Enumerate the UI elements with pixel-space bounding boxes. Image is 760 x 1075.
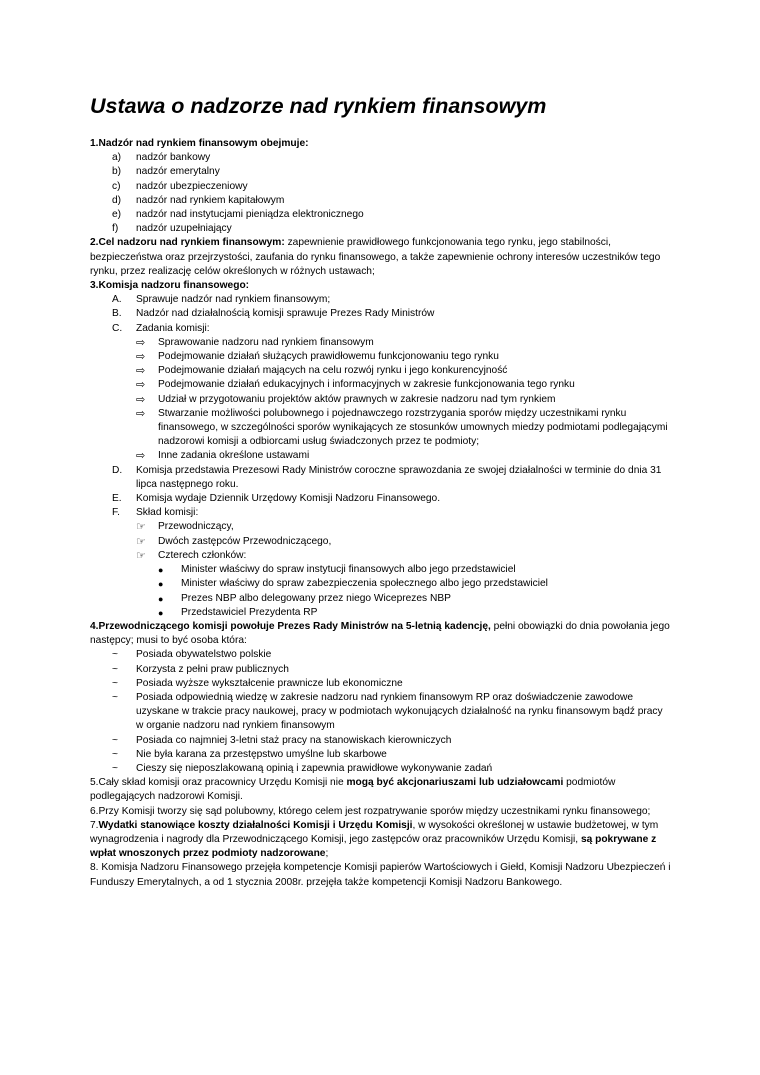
task-item: ⇨ Stwarzanie możliwości polubownego i pojednawczego rozstrzygania sporów między uczestnikami rynku finansowego, w szczególności sporów wynikających ze stosunków umownych miedzy podmiotami podlegającymi nadzorowi komisji a odbiorcami usług świadczonych przez te podmioty; [90,407,672,450]
composition-item: ☞ Przewodniczący, [136,521,234,534]
member-item: ● Minister właściwy do spraw zabezpieczenia społecznego albo jego przedstawiciel [90,577,672,591]
member-item: ● Przedstawiciel Prezydenta RP [90,606,672,620]
tilde-icon: ~ [112,762,118,774]
section-4-paragraph: 4.Przewodniczącego komisji powołuje Prezes Rady Ministrów na 5-letnią kadencję, pełni obowiązki do dnia powołania jego następcy; musi to być osoba która: [90,620,670,647]
list-item: f) nadzór uzupełniający [112,223,232,235]
list-item: B. Nadzór nad działalnością komisji sprawuje Prezes Rady Ministrów [112,308,435,320]
tilde-icon: ~ [112,748,118,760]
arrow-right-icon: ⇨ [136,450,146,463]
composition-item: ☞ Czterech członków: [136,549,247,562]
arrow-right-icon: ⇨ [136,365,146,378]
bullet-icon: ● [158,593,164,604]
task-item: ⇨ Inne zadania określone ustawami [136,450,310,463]
requirement-item: ~ Posiada obywatelstwo polskie [90,648,672,662]
arrow-right-icon: ⇨ [136,393,146,406]
arrow-right-icon: ⇨ [136,351,146,364]
list-item: d) nadzór nad rynkiem kapitałowym [112,194,285,206]
list-item: C. Zadania komisji: [112,322,210,334]
requirement-item: ~ Korzysta z pełni praw publicznych [90,663,672,677]
section-3-heading: 3.Komisja nadzoru finansowego: [90,280,250,292]
list-item: A. Sprawuje nadzór nad rynkiem finansowym; [112,294,331,306]
bullet-icon: ● [158,565,164,576]
pointing-hand-icon: ☞ [136,521,146,534]
task-item: ⇨ Udział w przygotowaniu projektów aktów prawnych w zakresie nadzoru nad tym rynkiem [136,393,556,406]
section-2-paragraph: 2.Cel nadzoru nad rynkiem finansowym: zapewnienie prawidłowego funkcjonowania tego rynku, jego stabilności, bezpieczeństwa oraz przejrzystości, zaufania do rynku finansowego, a także zapewnienie ochrony interesów uczestników tego rynku, przez realizację celów określonych w różnych ustawach; [90,237,661,277]
task-item: ⇨ Sprawowanie nadzoru nad rynkiem finansowym [136,336,374,349]
bullet-icon: ● [158,607,164,618]
task-item: ⇨ Podejmowanie działań mających na celu rozwój rynku i jego konkurencyjność [136,365,508,378]
section-8-paragraph: 8. Komisja Nadzoru Finansowego przejęła kompetencje Komisji papierów Wartościowych i Giełd, Komisji Nadzoru Ubezpieczeń i Funduszy Emerytalnych, a od 1 stycznia 2008r. przejęła także kompetencji Komisji Nadzoru Bankowego. [90,862,671,888]
tilde-icon: ~ [112,663,118,675]
list-item: D. Komisja przedstawia Prezesowi Rady Ministrów coroczne sprawozdania ze swojej działalności w terminie do dnia 31 lipca następnego roku. [112,464,662,490]
document-title: Ustawa o nadzorze nad rynkiem finansowym [90,94,547,118]
requirement-item: ~ Nie była karana za przestępstwo umyślne lub skarbowe [90,748,672,762]
pointing-hand-icon: ☞ [136,549,146,562]
list-item: a) nadzór bankowy [112,152,211,164]
arrow-right-icon: ⇨ [136,407,146,420]
member-item: ● Minister właściwy do spraw instytucji finansowych albo jego przedstawiciel [90,563,672,577]
list-item: E. Komisja wydaje Dziennik Urzędowy Komisji Nadzoru Finansowego. [112,493,441,505]
tilde-icon: ~ [112,677,118,689]
section-7-paragraph: 7.Wydatki stanowiące koszty działalności Komisji i Urzędu Komisji, w wysokości określonej w ustawie budżetowej, w tym wynagrodzenia i nagrody dla Przewodniczącego Komisji, jego zastępców oraz pracowników Urzędu Komisji, są pokrywane z wpłat wnoszonych przez podmioty nadzorowane; [90,819,659,860]
task-item: ⇨ Podejmowanie działań edukacyjnych i informacyjnych w zakresie funkcjonowania tego rynku [136,379,575,392]
arrow-right-icon: ⇨ [136,379,146,392]
requirement-item: ~ Cieszy się nieposzlakowaną opinią i zapewnia prawidłowe wykonywanie zadań [90,762,672,776]
bullet-icon: ● [158,579,164,590]
list-item: e) nadzór nad instytucjami pieniądza elektronicznego [112,209,364,221]
list-item: F. Skład komisji: [112,507,199,519]
pointing-hand-icon: ☞ [136,535,146,548]
composition-item: ☞ Dwóch zastępców Przewodniczącego, [136,535,332,548]
section-6-paragraph: 6.Przy Komisji tworzy się sąd polubowny, którego celem jest rozpatrywanie sporów między uczestnikami rynku finansowego; [90,805,651,817]
list-item: c) nadzór ubezpieczeniowy [112,180,248,192]
arrow-right-icon: ⇨ [136,336,146,349]
tilde-icon: ~ [112,649,118,661]
section-5-paragraph: 5.Cały skład komisji oraz pracownicy Urzędu Komisji nie mogą być akcjonariuszami lub udziałowcami podmiotów podlegających nadzorowi Komisji. [90,777,616,803]
requirement-item: ~ Posiada odpowiednią wiedzę w zakresie nadzoru nad rynkiem finansowym RP oraz doświadczenie zawodowe uzyskane w trakcie pracy naukowej, pracy w podmiotach wykonujących działalność na rynku finansowym bądź pracy w organie nadzoru nad rynkiem finansowym [90,691,672,734]
tilde-icon: ~ [112,691,118,703]
task-item: ⇨ Podejmowanie działań służących prawidłowemu funkcjonowaniu tego rynku [136,351,499,364]
requirement-item: ~ Posiada wyższe wykształcenie prawnicze lub ekonomiczne [90,677,672,691]
section-1-heading: 1.Nadzór nad rynkiem finansowym obejmuje: [90,138,309,149]
document-page [90,92,672,890]
list-item: b) nadzór emerytalny [112,166,220,178]
member-item: ● Prezes NBP albo delegowany przez niego Wiceprezes NBP [90,592,672,606]
requirement-item: ~ Posiada co najmniej 3-letni staż pracy na stanowiskach kierowniczych [90,734,672,748]
tilde-icon: ~ [112,734,118,746]
